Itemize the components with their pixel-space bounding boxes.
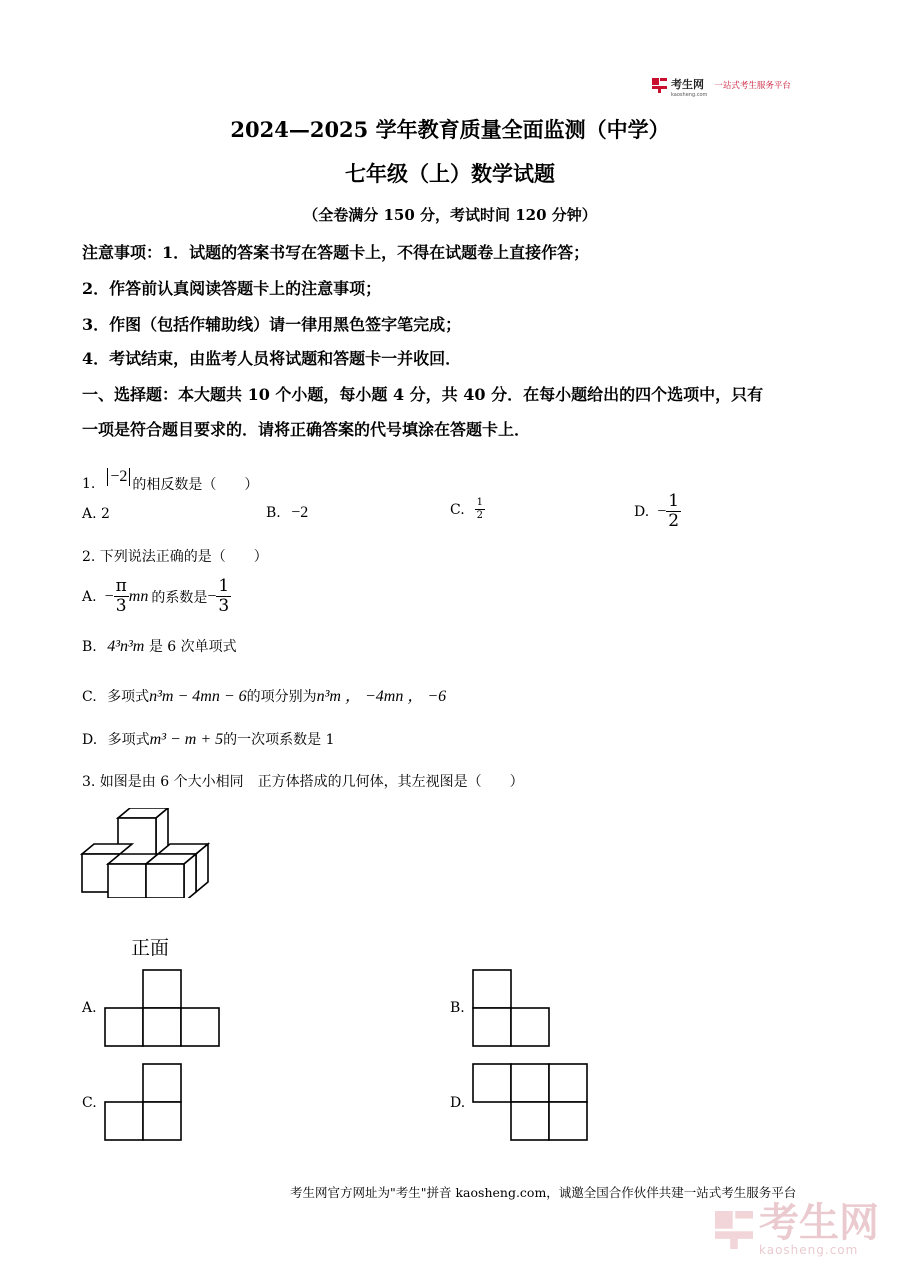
option-label: A. — [82, 588, 97, 605]
fraction — [216, 578, 231, 615]
note-line: 2．作答前认真阅读答题卡上的注意事项； — [82, 279, 382, 298]
question-3-stem: 3. 如图是由 6 个大小相同 正方体搭成的几何体，其左视图是（ ） — [82, 774, 524, 790]
math-terms: n³m ， −4mn ， −6 — [316, 688, 447, 705]
question-text: 的相反数是（ ） — [132, 477, 259, 493]
front-view-label: 正面 — [131, 937, 170, 959]
q2-option-c[interactable] — [82, 683, 446, 706]
fraction — [666, 493, 681, 530]
fraction-denominator: 3 — [218, 596, 230, 616]
option-text: 的系数是 — [151, 589, 208, 606]
view-square — [105, 1102, 143, 1140]
view-square — [511, 1064, 549, 1102]
note-line: 注意事项：1．试题的答案书写在答题卡上，不得在试题卷上直接作答； — [82, 243, 590, 262]
watermark-domain: kaosheng.com — [759, 1243, 859, 1257]
option-sign: − — [657, 502, 667, 520]
q2-option-a[interactable] — [82, 578, 231, 615]
fraction-denominator: 3 — [115, 596, 127, 616]
view-square — [473, 1064, 511, 1102]
abs-value-expression — [107, 468, 130, 486]
q3-option-a-figure[interactable] — [104, 969, 222, 1048]
logo-domain: kaosheng.com — [671, 91, 708, 98]
q1-option-c[interactable] — [450, 498, 485, 521]
q3-option-c-figure[interactable] — [104, 1063, 184, 1143]
logo-text-group — [671, 73, 707, 98]
q3-option-c-label[interactable]: C. — [82, 1095, 97, 1111]
q3-option-d-figure[interactable] — [472, 1063, 590, 1143]
cube-solid-figure — [78, 808, 213, 898]
view-square — [549, 1102, 587, 1140]
option-label: C. — [82, 689, 97, 705]
watermark — [715, 1200, 879, 1257]
view-square — [143, 1008, 181, 1046]
fraction — [114, 578, 129, 615]
exam-info: （全卷满分 150 分，考试时间 120 分钟） — [303, 206, 597, 224]
cube-face — [108, 864, 146, 898]
math-expression: n³m − 4mn − 6 — [149, 688, 247, 705]
q1-option-a[interactable]: A. 2 — [82, 506, 110, 522]
q3-option-d-label[interactable]: D. — [450, 1095, 466, 1111]
note-line: 3．作图（包括作辅助线）请一律用黑色签字笔完成； — [82, 315, 462, 334]
kaosheng-logo-icon — [652, 78, 667, 93]
q1-option-b[interactable] — [266, 504, 308, 522]
option-label: C. — [450, 501, 465, 518]
q2-option-b[interactable] — [82, 636, 237, 656]
logo-name: 考生网 — [671, 77, 704, 91]
q3-option-b-figure[interactable] — [472, 969, 552, 1048]
question-number: 1. — [82, 476, 96, 492]
q3-option-b-label[interactable]: B. — [450, 1000, 465, 1016]
math-expression: 4³n³m — [107, 638, 145, 655]
option-label: D. — [82, 732, 98, 748]
view-square — [473, 970, 511, 1008]
option-value: −2 — [291, 504, 309, 521]
cube-face — [146, 864, 184, 898]
q1-option-d[interactable] — [634, 493, 681, 530]
view-square — [105, 1008, 143, 1046]
page-subtitle: 七年级（上）数学试题 — [345, 161, 555, 186]
view-square — [549, 1064, 587, 1102]
option-label: D. — [634, 503, 650, 520]
fraction-numerator: 1 — [476, 497, 484, 508]
footer-text: 考生网官方网址为"考生"拼音 kaosheng.com，诚邀全国合作伙伴共建一站式考生服务平台 — [290, 1185, 797, 1200]
view-square — [473, 1008, 511, 1046]
question-2-stem: 2. 下列说法正确的是（ ） — [82, 549, 268, 565]
option-prefix: 多项式 — [107, 689, 150, 705]
view-square — [143, 1064, 181, 1102]
section-heading: 一项是符合题目要求的．请将正确答案的代号填涂在答题卡上． — [82, 420, 531, 439]
fraction-denominator: 2 — [476, 510, 484, 521]
section-heading: 一、选择题：本大题共 10 个小题，每小题 4 分，共 40 分．在每小题给出的四个选项中，只有 — [82, 385, 764, 404]
page-title: 2024—2025 学年教育质量全面监测（中学） — [230, 117, 670, 142]
view-square — [181, 1008, 219, 1046]
view-square — [511, 1008, 549, 1046]
header-logo — [652, 75, 791, 98]
math-expression: m³ − m + 5 — [149, 731, 224, 748]
view-square — [511, 1102, 549, 1140]
option-label: B. — [82, 639, 97, 655]
fraction-numerator: π — [115, 576, 127, 596]
fraction-denominator: 2 — [668, 511, 680, 531]
abs-value-content: −2 — [110, 468, 128, 485]
view-square — [143, 1102, 181, 1140]
variable: mn — [128, 587, 149, 605]
sign: − — [207, 587, 217, 605]
option-text: 的项分别为 — [246, 689, 317, 705]
q3-option-a-label[interactable]: A. — [82, 1000, 97, 1016]
fraction — [475, 498, 485, 521]
q2-option-d[interactable] — [82, 729, 335, 749]
watermark-text-group — [759, 1200, 879, 1257]
logo-slogan: 一站式考生服务平台 — [714, 81, 791, 91]
view-square — [143, 970, 181, 1008]
fraction-numerator: 1 — [218, 576, 230, 596]
sign: − — [104, 587, 114, 605]
watermark-name: 考生网 — [759, 1200, 879, 1246]
option-prefix: 多项式 — [107, 732, 150, 748]
option-label: B. — [266, 505, 281, 521]
note-line: 4．考试结束，由监考人员将试题和答题卡一并收回． — [82, 349, 462, 368]
option-text: 是 6 次单项式 — [148, 639, 237, 655]
option-text: 的一次项系数是 1 — [223, 732, 335, 748]
fraction-numerator: 1 — [668, 491, 680, 511]
watermark-logo-icon — [715, 1211, 753, 1249]
question-1-stem — [82, 460, 258, 494]
